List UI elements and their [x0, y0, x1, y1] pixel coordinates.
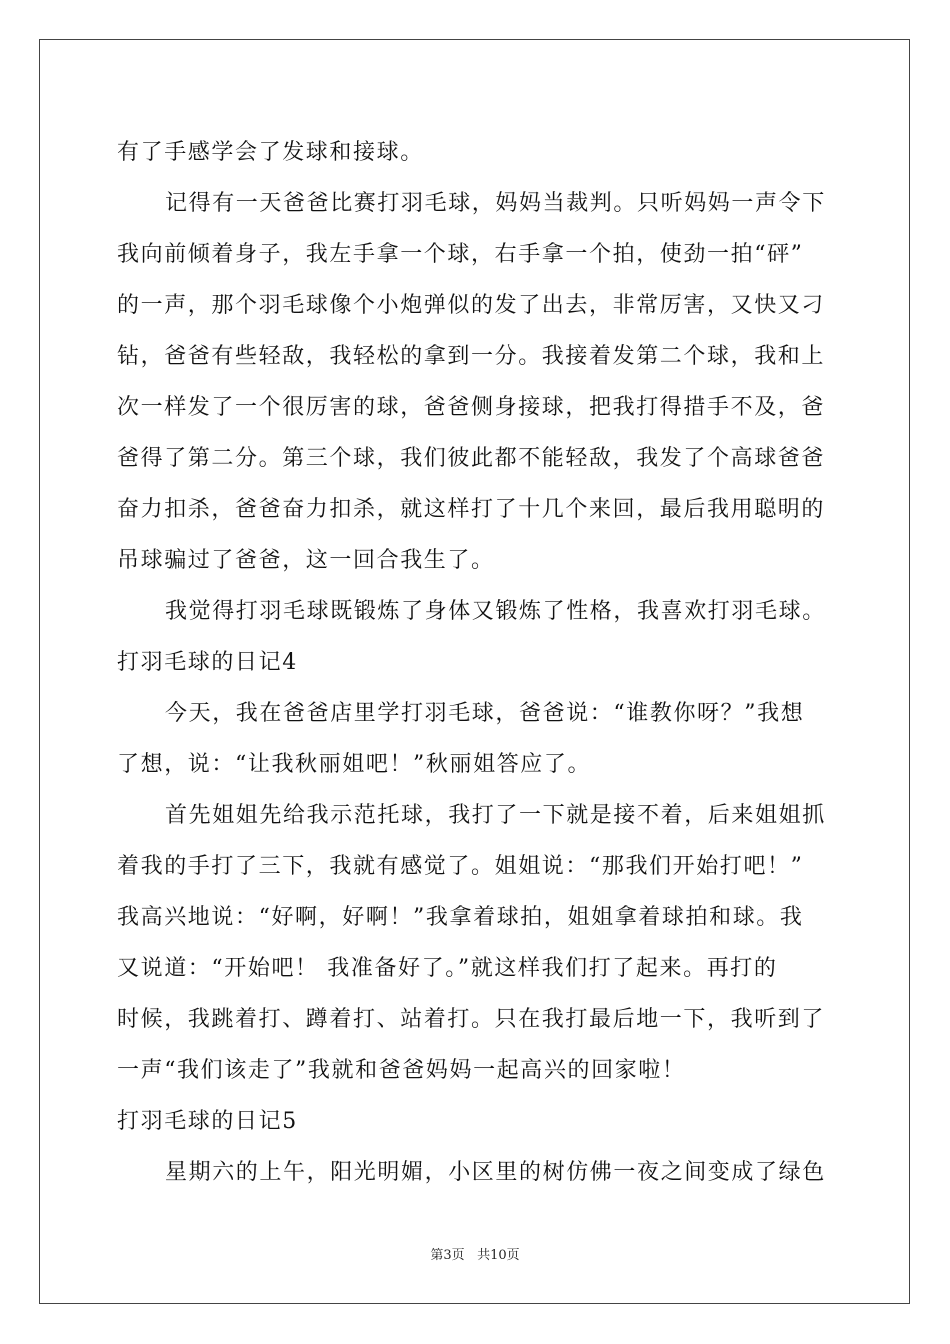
text-line: 我向前倾着身子，我左手拿一个球，右手拿一个拍，使劲一拍“砰”	[117, 242, 804, 267]
text-line: 有了手感学会了发球和接球。	[117, 140, 424, 165]
text-line: 我高兴地说：“好啊，好啊！”我拿着球拍，姐姐拿着球拍和球。我	[117, 905, 804, 930]
text-line: 一声“我们该走了”我就和爸爸妈妈一起高兴的回家啦！	[117, 1058, 686, 1083]
text-line: 今天，我在爸爸店里学打羽毛球，爸爸说：“谁教你呀？”我想	[165, 701, 805, 726]
text-line: 的一声，那个羽毛球像个小炮弹似的发了出去，非常厉害，又快又刁	[117, 293, 826, 318]
text-line: 打羽毛球的日记4	[117, 650, 298, 675]
text-line: 打羽毛球的日记5	[117, 1109, 298, 1134]
text-line: 我觉得打羽毛球既锻炼了身体又锻炼了性格，我喜欢打羽毛球。	[165, 599, 826, 624]
text-line: 时候，我跳着打、蹲着打、站着打。只在我打最后地一下，我听到了	[117, 1007, 826, 1032]
footer-gap	[465, 1248, 477, 1263]
text-line: 又说道：“开始吧！ 我准备好了。”就这样我们打了起来。再打的	[117, 956, 778, 981]
text-line: 首先姐姐先给我示范托球，我打了一下就是接不着，后来姐姐抓	[165, 803, 826, 828]
text-line: 吊球骗过了爸爸，这一回合我生了。	[117, 548, 495, 573]
page-total: 共10页	[477, 1248, 520, 1263]
page-number: 第3页	[430, 1248, 465, 1263]
text-line: 星期六的上午，阳光明媚，小区里的树仿佛一夜之间变成了绿色	[165, 1160, 826, 1185]
text-line: 次一样发了一个很厉害的球，爸爸侧身接球，把我打得措手不及，爸	[117, 395, 826, 420]
document-body	[117, 127, 833, 1198]
text-line: 了想，说：“让我秋丽姐吧！”秋丽姐答应了。	[117, 752, 592, 777]
text-line: 钻，爸爸有些轻敌，我轻松的拿到一分。我接着发第二个球，我和上	[117, 344, 826, 369]
page-footer	[0, 1246, 950, 1266]
text-line: 着我的手打了三下，我就有感觉了。姐姐说：“那我们开始打吧！”	[117, 854, 804, 879]
text-line: 奋力扣杀，爸爸奋力扣杀，就这样打了十几个来回，最后我用聪明的	[117, 497, 826, 522]
text-line: 爸得了第二分。第三个球，我们彼此都不能轻敌，我发了个高球爸爸	[117, 446, 826, 471]
text-line: 记得有一天爸爸比赛打羽毛球，妈妈当裁判。只听妈妈一声令下	[165, 191, 826, 216]
